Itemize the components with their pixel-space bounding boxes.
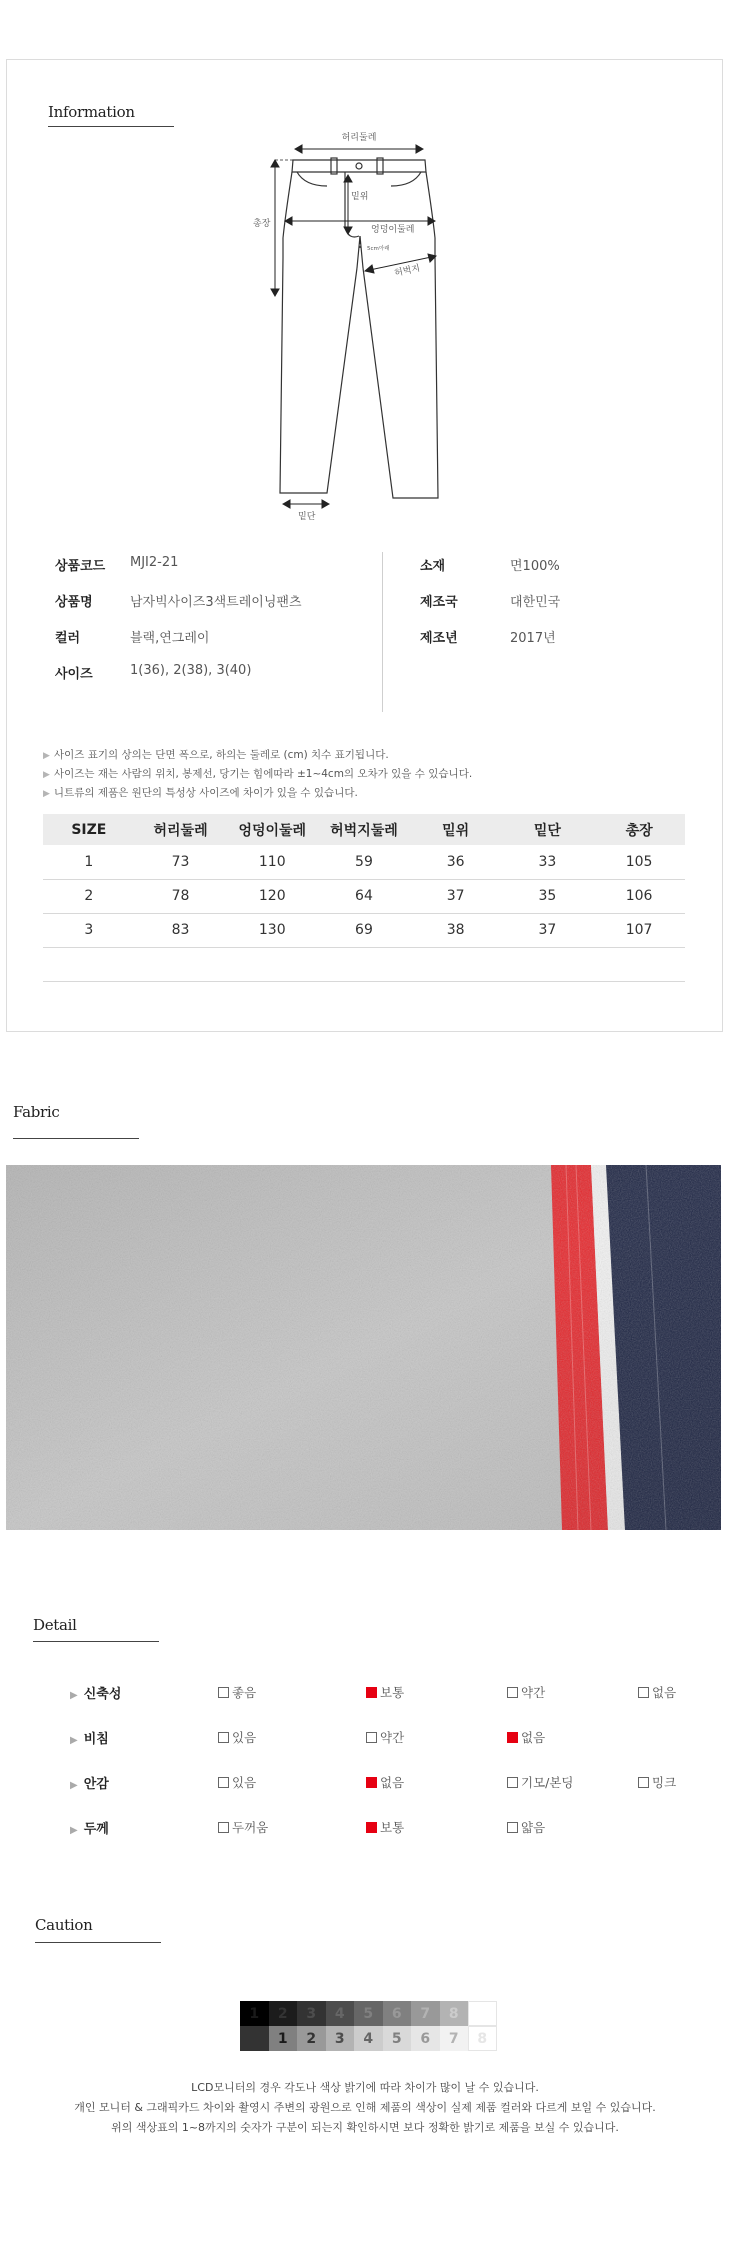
detail-option[interactable]: 좋음	[218, 1683, 256, 1701]
size-table-bottom-rule	[43, 981, 685, 982]
size-notes	[43, 746, 472, 803]
spec-label: 상품코드	[55, 559, 106, 574]
table-cell: 37	[410, 879, 502, 913]
checkbox[interactable]	[366, 1777, 377, 1788]
checkbox[interactable]	[638, 1777, 649, 1788]
caution-line: 위의 색상표의 1~8까지의 숫자가 구분이 되는지 확인하시면 보다 정확한 밝기로 제품을 보실 수 있습니다.	[111, 2121, 619, 2134]
grey-scale-cell: 1	[269, 2026, 298, 2051]
spec-value: 블랙,연그레이	[130, 631, 210, 646]
checkbox[interactable]	[218, 1777, 229, 1788]
detail-title-underline	[33, 1641, 159, 1642]
size-table-header-cell: 밑위	[410, 814, 502, 845]
grey-scale-cell: 2	[297, 2026, 326, 2051]
caution-title-underline	[35, 1942, 161, 1943]
checkbox[interactable]	[218, 1732, 229, 1743]
grey-scale-cell	[468, 2001, 497, 2026]
table-cell: 3	[43, 913, 135, 947]
table-cell: 33	[502, 845, 594, 879]
table-cell: 1	[43, 845, 135, 879]
checkbox[interactable]	[366, 1732, 377, 1743]
grey-scale-cell: 2	[269, 2001, 298, 2026]
spec-value: 대한민국	[510, 595, 561, 610]
checkbox[interactable]	[218, 1687, 229, 1698]
grey-scale-cell: 6	[383, 2001, 412, 2026]
spec-value: 면100%	[510, 559, 560, 574]
table-cell: 106	[593, 879, 685, 913]
spec-label: 제조국	[420, 595, 458, 610]
detail-title: Detail	[33, 1616, 77, 1634]
detail-option[interactable]: 없음	[507, 1728, 545, 1746]
size-table-header-cell: 허리둘레	[135, 814, 227, 845]
size-note: ▶ 사이즈 표기의 상의는 단면 폭으로, 하의는 둘레로 (cm) 치수 표기됩니다.	[43, 749, 389, 761]
detail-option[interactable]: 보통	[366, 1818, 404, 1836]
table-cell: 37	[502, 913, 594, 947]
size-table-header	[43, 814, 685, 845]
table-cell: 107	[593, 913, 685, 947]
size-table	[43, 814, 685, 948]
checkbox[interactable]	[507, 1777, 518, 1788]
table-cell: 2	[43, 879, 135, 913]
grey-scale-cell: 6	[411, 2026, 440, 2051]
fabric-texture	[6, 1165, 721, 1530]
grey-scale-cell: 5	[383, 2026, 412, 2051]
grey-scale-cell: 7	[440, 2026, 469, 2051]
grey-scale-cell	[240, 2026, 269, 2051]
checkbox[interactable]	[366, 1687, 377, 1698]
caution-line: 개인 모니터 & 그래픽카드 차이와 촬영시 주변의 광원으로 인해 제품의 색상이 실제 제품 컬러와 다르게 보일 수 있습니다.	[74, 2101, 656, 2114]
spec-label: 제조년	[420, 631, 458, 646]
detail-option[interactable]: 두꺼움	[218, 1818, 268, 1836]
detail-option[interactable]: 얇음	[507, 1818, 545, 1836]
detail-row-label: ▶ 비침	[70, 1732, 109, 1747]
fabric-title: Fabric	[13, 1103, 60, 1121]
spec-value: 2017년	[510, 631, 556, 646]
table-cell: 110	[226, 845, 318, 879]
size-table-header-cell: 밑단	[502, 814, 594, 845]
spec-label: 사이즈	[55, 667, 93, 682]
checkbox[interactable]	[507, 1732, 518, 1743]
information-title: Information	[48, 103, 135, 121]
caution-line: LCD모니터의 경우 각도나 색상 밝기에 따라 차이가 많이 날 수 있습니다.	[191, 2081, 539, 2094]
size-note: ▶ 사이즈는 재는 사람의 위치, 봉제선, 당기는 힘에따라 ±1~4cm의 오차가 있을 수 있습니다.	[43, 768, 473, 780]
table-cell: 105	[593, 845, 685, 879]
detail-option[interactable]: 없음	[366, 1773, 404, 1791]
triangle-icon: ▶	[70, 1735, 78, 1746]
detail-option[interactable]: 있음	[218, 1728, 256, 1746]
diagram-label-hem: 밑단	[298, 512, 316, 522]
checkbox[interactable]	[638, 1687, 649, 1698]
table-cell: 64	[318, 879, 410, 913]
table-cell: 83	[135, 913, 227, 947]
caution-text	[0, 2078, 730, 2138]
grey-scale-cell: 3	[297, 2001, 326, 2026]
size-table-header-cell: 총장	[593, 814, 685, 845]
table-cell: 35	[502, 879, 594, 913]
detail-option[interactable]: 약간	[507, 1683, 545, 1701]
spec-value: MJI2-21	[130, 555, 179, 570]
grey-scale-cell: 4	[326, 2001, 355, 2026]
information-title-underline	[48, 126, 174, 127]
triangle-icon: ▶	[43, 789, 50, 799]
triangle-icon: ▶	[70, 1780, 78, 1791]
spec-value: 1(36), 2(38), 3(40)	[130, 663, 252, 678]
spec-label: 컬러	[55, 631, 81, 646]
detail-option[interactable]: 기모/본딩	[507, 1773, 574, 1791]
table-row	[43, 913, 685, 947]
triangle-icon: ▶	[70, 1690, 78, 1701]
table-cell: 130	[226, 913, 318, 947]
fabric-closeup-photo	[6, 1165, 721, 1530]
spec-label: 상품명	[55, 595, 93, 610]
spec-value: 남자빅사이즈3색트레이닝팬츠	[130, 595, 302, 610]
triangle-icon: ▶	[43, 751, 50, 761]
diagram-label-thigh: 허벅지	[393, 263, 422, 279]
size-table-header-cell: SIZE	[43, 814, 135, 845]
grey-scale-cell: 4	[354, 2026, 383, 2051]
diagram-label-thigh-offset: 5cm아래	[367, 246, 390, 252]
detail-option[interactable]: 약간	[366, 1728, 404, 1746]
triangle-icon: ▶	[43, 770, 50, 780]
table-cell: 36	[410, 845, 502, 879]
detail-row-label: ▶ 안감	[70, 1777, 109, 1792]
grey-scale-top-row	[240, 2001, 497, 2026]
checkbox[interactable]	[366, 1822, 377, 1833]
table-row	[43, 879, 685, 913]
table-row	[43, 845, 685, 879]
checkbox[interactable]	[507, 1822, 518, 1833]
grey-scale-cell: 5	[354, 2001, 383, 2026]
grey-scale-chart	[240, 2001, 497, 2051]
diagram-label-hip: 엉덩이둘레	[371, 225, 415, 235]
table-cell: 73	[135, 845, 227, 879]
detail-option[interactable]: 보통	[366, 1683, 404, 1701]
caution-title: Caution	[35, 1916, 93, 1934]
diagram-label-length: 총장	[253, 219, 271, 229]
grey-scale-bottom-row	[240, 2026, 497, 2051]
table-cell: 69	[318, 913, 410, 947]
size-table-header-cell: 엉덩이둘레	[226, 814, 318, 845]
pants-size-diagram	[245, 128, 475, 523]
detail-option[interactable]: 밍크	[638, 1773, 676, 1791]
size-note: ▶ 니트류의 제품은 원단의 특성상 사이즈에 차이가 있을 수 있습니다.	[43, 787, 358, 799]
detail-option[interactable]: 있음	[218, 1773, 256, 1791]
checkbox[interactable]	[507, 1687, 518, 1698]
spec-label: 소재	[420, 559, 446, 574]
table-cell: 120	[226, 879, 318, 913]
spec-divider	[382, 552, 383, 712]
triangle-icon: ▶	[70, 1825, 78, 1836]
pants-waistband	[292, 160, 426, 172]
grey-scale-cell: 8	[440, 2001, 469, 2026]
grey-scale-cell: 8	[468, 2026, 497, 2051]
diagram-label-rise: 밑위	[351, 192, 369, 202]
detail-row-label: ▶ 신축성	[70, 1687, 122, 1702]
table-cell: 59	[318, 845, 410, 879]
size-table-header-cell: 허벅지둘레	[318, 814, 410, 845]
grey-scale-cell: 1	[240, 2001, 269, 2026]
table-cell: 38	[410, 913, 502, 947]
table-cell: 78	[135, 879, 227, 913]
checkbox[interactable]	[218, 1822, 229, 1833]
grey-scale-cell: 3	[326, 2026, 355, 2051]
diagram-label-waist: 허리둘레	[341, 133, 377, 143]
grey-scale-cell: 7	[411, 2001, 440, 2026]
detail-option[interactable]: 없음	[638, 1683, 676, 1701]
detail-row-label: ▶ 두께	[70, 1822, 109, 1837]
fabric-title-underline	[13, 1138, 139, 1139]
